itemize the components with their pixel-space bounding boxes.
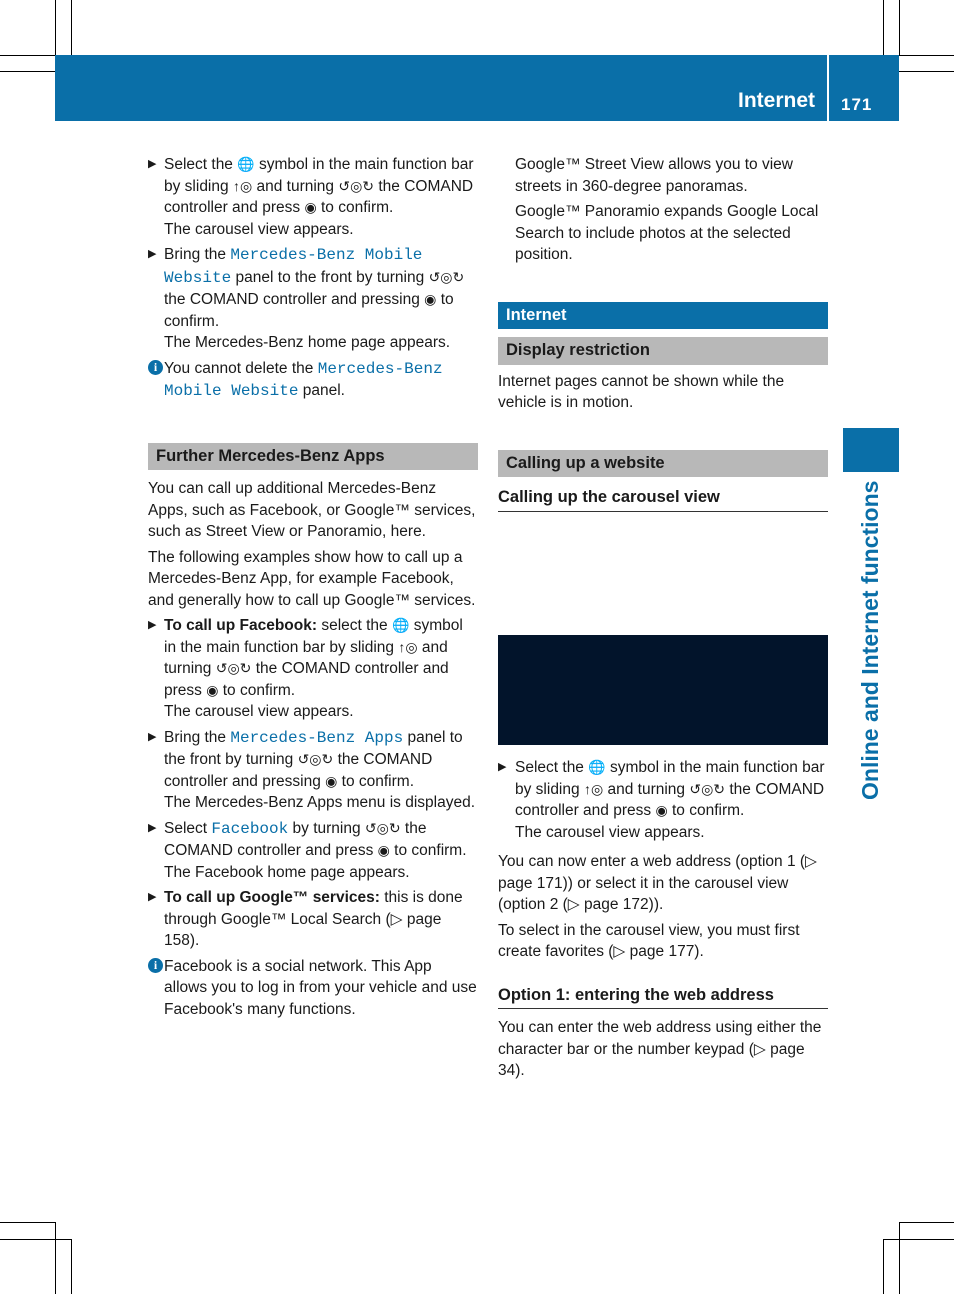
crop-mark [71, 0, 72, 55]
crop-mark [899, 1222, 900, 1294]
crop-mark [0, 1222, 55, 1223]
step-result: The Mercedes-Benz Apps menu is displayed. [164, 794, 476, 811]
crop-mark [0, 71, 55, 72]
step-result: The carousel view appears. [164, 703, 354, 720]
globe-icon: 🌐 [237, 156, 255, 172]
paragraph: Google™ Street View allows you to view streets in 360-degree panoramas. [515, 156, 793, 195]
crop-mark [0, 1239, 71, 1240]
globe-icon: 🌐 [588, 759, 606, 775]
step-item: ▶ Bring the Mercedes-Benz Mobile Website panel to the front by turning ↺◎↻ the COMAND controller and pressing ◉ to confirm. The Mercedes-Benz home page appears. [148, 244, 478, 354]
turn-controller-icon: ↺◎↻ [297, 751, 334, 767]
menu-item-reference: Mercedes-Benz Mobile Website [164, 246, 423, 287]
crop-mark [883, 0, 884, 55]
press-icon: ◉ [377, 842, 390, 858]
step-arrow-icon: ▶ [148, 248, 157, 260]
crop-mark [71, 1239, 72, 1294]
menu-item-reference: Facebook [211, 819, 289, 838]
turn-controller-icon: ↺◎↻ [215, 660, 252, 676]
step-item: ▶ To call up Google™ services: this is done through Google™ Local Search (▷ page 158). [148, 889, 463, 949]
side-tab-label: Online and Internet functions [857, 480, 883, 800]
crop-mark [883, 1239, 954, 1240]
step-arrow-icon: ▶ [148, 821, 157, 834]
page-number: 171 [841, 95, 873, 114]
header-title: Internet [737, 89, 815, 112]
step-item: ▶ Select the 🌐 symbol in the main function bar by sliding ↑◎ and turning ↺◎↻ the COMAND controller and press ◉ to confirm. The carousel view appears. [148, 154, 478, 240]
menu-item-reference: Mercedes-Benz Apps [230, 728, 404, 747]
crop-mark [55, 1222, 56, 1294]
crop-mark [55, 0, 56, 55]
menu-item-reference: Mercedes-Benz Mobile Website [164, 359, 443, 400]
header-separator [827, 55, 829, 121]
turn-controller-icon: ↺◎↻ [689, 780, 726, 797]
step-item: ▶ Bring the Mercedes-Benz Apps panel to the front by turning ↺◎↻ the COMAND controller and pressing ◉ to confirm. The Mercedes-Benz Apps menu is displayed. [148, 727, 478, 814]
paragraph: The following examples show how to call up a Mercedes-Benz App, for example Facebook, and generally how to call up Google™ services. [148, 548, 476, 609]
info-icon: i [148, 958, 163, 973]
step-item: ▶ Select Facebook by turning ↺◎↻ the COMAND controller and press ◉ to confirm. The Facebook home page appears. [148, 818, 478, 884]
carousel-screenshot [498, 635, 828, 745]
right-column [498, 154, 828, 512]
paragraph: You can now enter a web address (option 1 (▷ page 171)) or select it in the carousel view (option 2 (▷ page 172)). [498, 853, 817, 913]
side-tab-block [843, 428, 899, 472]
press-icon: ◉ [206, 681, 219, 698]
step-result: The carousel view appears. [164, 220, 354, 238]
step-arrow-icon: ▶ [498, 761, 507, 773]
step-item: ▶ Select the 🌐 symbol in the main function bar by sliding ↑◎ and turning ↺◎↻ the COMAND controller and press ◉ to confirm. The carousel view appears. [498, 757, 828, 843]
section-heading-internet: Internet [498, 302, 828, 330]
left-column [148, 154, 478, 1024]
press-icon: ◉ [424, 291, 437, 307]
globe-icon: 🌐 [392, 617, 410, 633]
step-arrow-icon: ▶ [148, 158, 157, 170]
slide-up-icon: ↑◎ [232, 177, 253, 194]
turn-controller-icon: ↺◎↻ [428, 268, 465, 285]
crop-mark [899, 71, 954, 72]
paragraph: You can enter the web address using either the character bar or the number keypad (▷ page 34). [498, 1019, 822, 1079]
press-icon: ◉ [655, 802, 668, 818]
section-heading: Calling up a website [498, 450, 828, 478]
step-arrow-icon: ▶ [148, 619, 157, 631]
step-result: The Facebook home page appears. [164, 863, 410, 881]
crop-mark [899, 0, 900, 55]
info-icon: i [148, 360, 163, 375]
slide-up-icon: ↑◎ [398, 638, 418, 655]
crop-mark [883, 1239, 884, 1294]
page-header [55, 55, 899, 121]
crop-mark [0, 55, 55, 56]
press-icon: ◉ [325, 772, 338, 789]
step-result: The carousel view appears. [515, 823, 705, 841]
section-heading: Further Mercedes-Benz Apps [148, 443, 478, 471]
info-note: i Facebook is a social network. This App allows you to log in from your vehicle and use Facebook's many functions. [148, 956, 478, 1021]
paragraph: You can call up additional Mercedes-Benz Apps, such as Facebook, or Google™ services, such as Street View or Panoramio, here. [148, 480, 476, 540]
subheading: Option 1: entering the web address [498, 985, 828, 1010]
step-item: ▶ To call up Facebook: select the 🌐 symbol in the main function bar by sliding ↑◎ and turning ↺◎↻ the COMAND controller and press ◉ to confirm. The carousel view appears. [148, 615, 478, 723]
step-arrow-icon: ▶ [148, 891, 157, 903]
press-icon: ◉ [304, 199, 317, 215]
turn-controller-icon: ↺◎↻ [338, 177, 375, 194]
slide-up-icon: ↑◎ [583, 780, 604, 797]
paragraph: Google™ Panoramio expands Google Local Search to include photos at the selected position. [515, 203, 819, 263]
crop-mark [899, 1222, 954, 1223]
turn-controller-icon: ↺◎↻ [364, 819, 401, 836]
info-note: i You cannot delete the Mercedes-Benz Mobile Website panel. [148, 358, 478, 403]
step-arrow-icon: ▶ [148, 730, 157, 743]
crop-mark [899, 55, 954, 56]
subheading: Calling up the carousel view [498, 487, 828, 512]
step-result: The Mercedes-Benz home page appears. [164, 334, 451, 351]
section-heading: Display restriction [498, 337, 828, 365]
paragraph: Internet pages cannot be shown while the vehicle is in motion. [498, 372, 785, 411]
right-column-lower [498, 757, 828, 1086]
paragraph: To select in the carousel view, you must first create favorites (▷ page 177). [498, 921, 800, 960]
